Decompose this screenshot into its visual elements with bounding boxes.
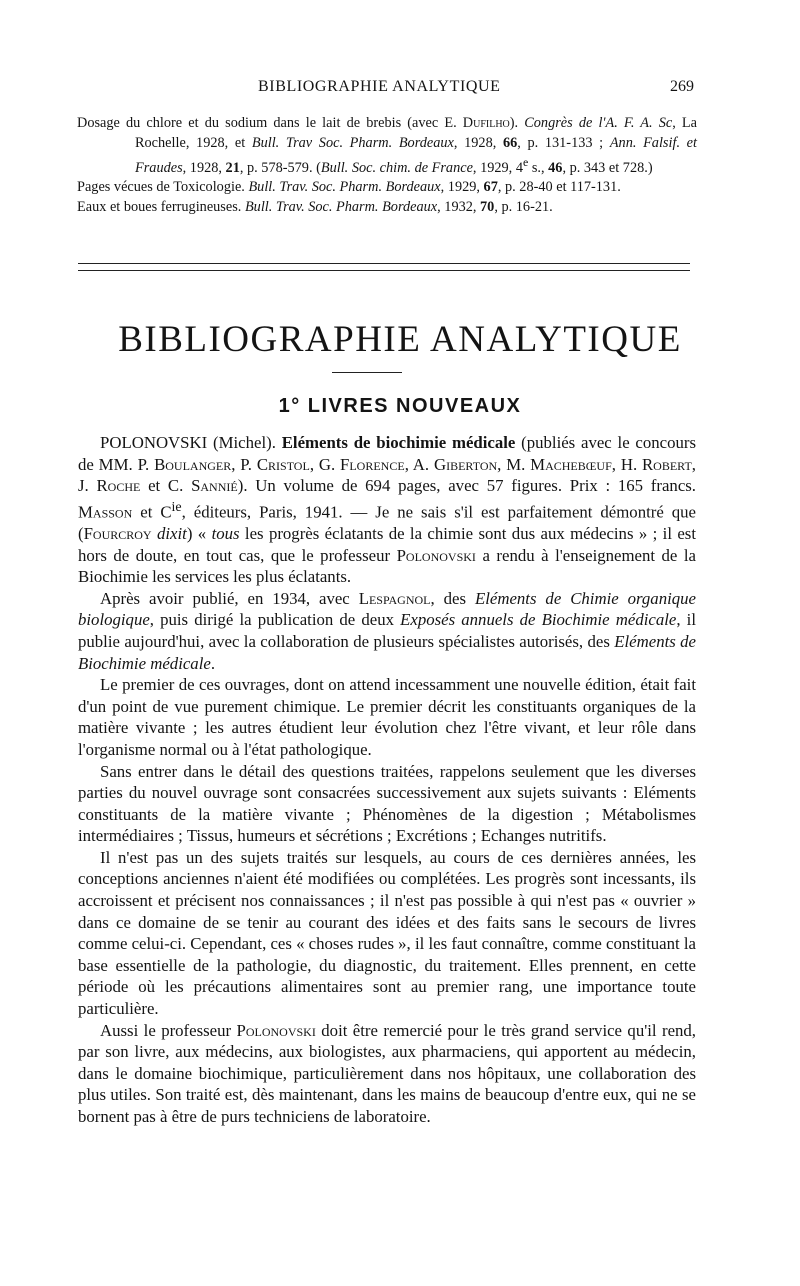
section-heading: 1° LIVRES NOUVEAUX [278,395,522,417]
paragraph: Aussi le professeur Polonovski doit être remercié pour le très grand service qu'il rend, par son livre, aux médecins, aux biologistes, aux pharmaciens, qui apportent au médecin, dans le domaine biochimique, particulièrement dans nos hôpitaux, une collaboration des plus utiles. Son traité est, dès maintenant, dans les mains de beaucoup d'entre eux, qui ne se bornent pas à être de purs techniciens de laboratoire. [78,1020,696,1126]
book-title: Eléments de biochimie médicale [281,433,516,452]
reference-list [77,114,697,217]
reference-entry: Dosage du chlore et du sodium dans le lait de brebis (avec E. Dufilho). Congrès de l'A. F. A. Sc, La Rochelle, 1928, et Bull. Trav Soc. Pharm. Bordeaux, 1928, 66, p. 131-133 ; Ann. Falsif. et Fraudes, 1928, 21, p. 578-579. (Bull. Soc. chim. de France, 1929, 4e s., 46, p. 343 et 728.) [77,115,697,176]
reference-entry: Pages vécues de Toxicologie. Bull. Trav. Soc. Pharm. Bordeaux, 1929, 67, p. 28-40 et 117-131. [77,179,621,196]
review-body [78,432,696,1128]
main-title: BIBLIOGRAPHIE ANALYTIQUE [118,319,682,360]
running-header [0,78,800,100]
paragraph: Le premier de ces ouvrages, dont on attend incessamment une nouvelle édition, était fait d'un point de vue purement chimique. Le premier décrit les constituants organiques de la matière vivante ; les autres étudient leur évolution chez l'être vivant, et leur rôle dans l'organisme normal ou à l'état pathologique. [78,675,696,759]
section-divider-bottom [78,270,690,271]
paragraph: POLONOVSKI (Michel). Eléments de biochimie médicale (publiés avec le concours de MM. P. Boulanger, P. Cristol, G. Florence, A. Giberton, M. Machebœuf, H. Robert, J. Roche et C. Sannié). Un volume de 694 pages, avec 57 figures. Prix : 165 francs. Masson et $C^{ie}$, éditeurs, Paris, 1941. — Je ne sais s'il est parfaitement démontré que (Fourcroy dixit) « tous les progrès éclatants de la chimie sont dus aux médecins » ; il est hors de doute, en tout cas, que le professeur Polonovski a rendu à l'enseignement de la Biochimie les services les plus éclatants. [78,433,697,587]
running-title: BIBLIOGRAPHIE ANALYTIQUE [258,78,501,95]
title-underline [332,372,402,373]
reference-entry: Eaux et boues ferrugineuses. Bull. Trav. Soc. Pharm. Bordeaux, 1932, 70, p. 16-21. [77,198,553,215]
section-divider-top [78,263,690,264]
page-number: 269 [670,78,694,95]
paragraph: Sans entrer dans le détail des questions traitées, rappelons seulement que les diverses parties du nouvel ouvrage sont consacrées successivement aux sujets suivants : Eléments constituants de la matière vivante ; Phénomènes de la digestion ; Métabolismes intermédiaires ; Tissus, humeurs et sécrétions ; Excrétions ; Echanges nutritifs. [78,761,696,846]
paragraph: Il n'est pas un des sujets traités sur lesquels, au cours de ces dernières années, les conceptions anciennes n'aient été modifiées ou complétées. Les progrès sont incessants, ils accroissent et précisent nos connaissances ; il n'est pas possible à qui n'est pas « ouvrier » dans ce domaine de se tenir au courant des idées et des faits sans le secours de livres comme celui-ci. Cependant, ces « choses rudes », il les faut connaître, comme constituant la base essentielle de la pathologie, du diagnostic, du traitement. Elles prennent, en cette période où les précautions alimentaires sont au premier rang, une importance toute particulière. [78,847,696,1019]
paragraph: Après avoir publié, en 1934, avec Lespagnol, des Eléments de Chimie organique biologique, puis dirigé la publication de deux Exposés annuels de Biochimie médicale, il publie aujourd'hui, avec la collaboration de plusieurs spécialistes autorisés, des Eléments de Biochimie médicale. [78,588,697,673]
